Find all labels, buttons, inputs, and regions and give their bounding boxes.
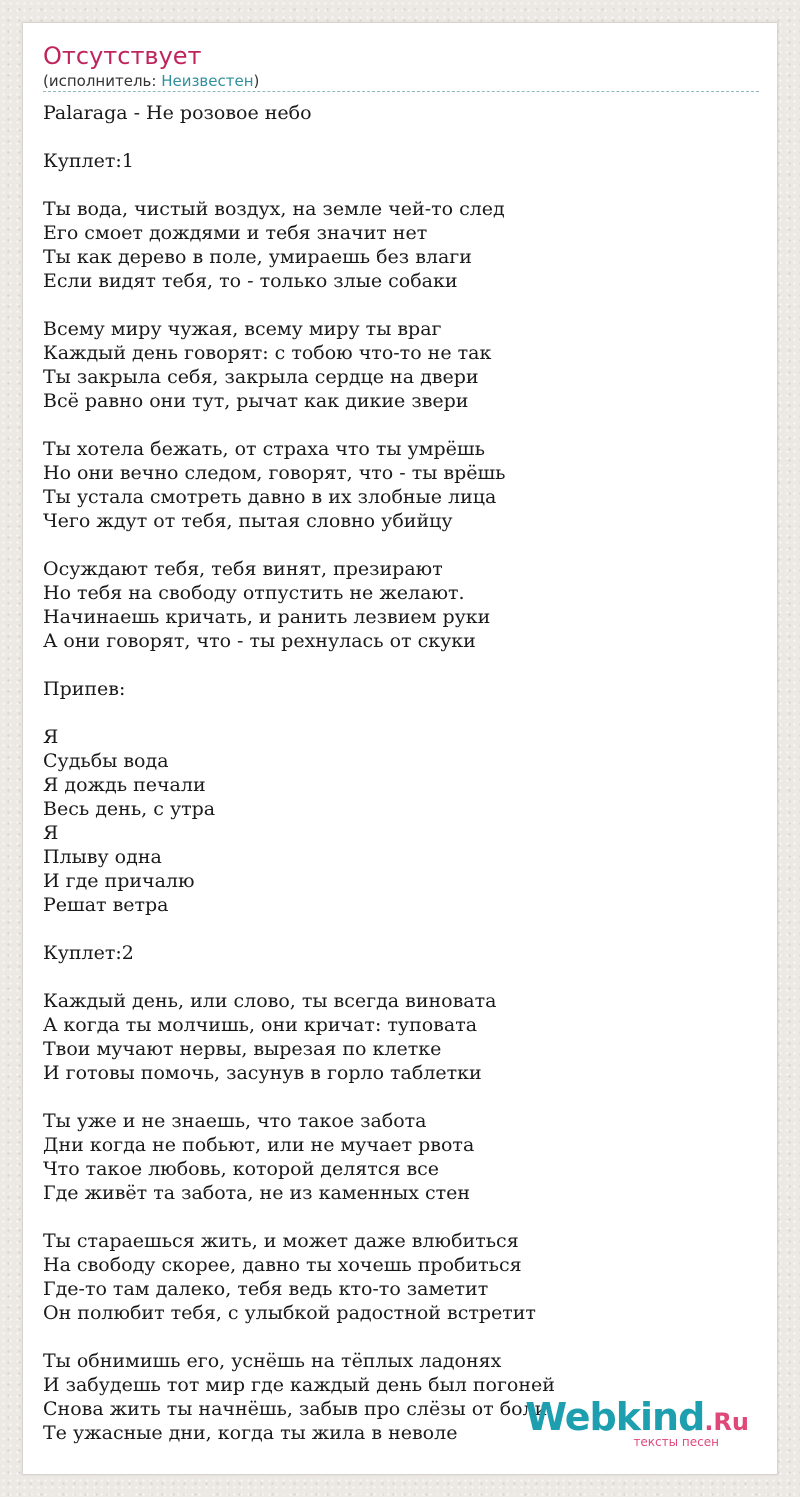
lyrics-blank-line [43, 965, 759, 989]
site-logo[interactable] [525, 1395, 749, 1449]
lyrics-line: Плыву одна [43, 846, 162, 868]
lyrics-line: Куплет:2 [43, 942, 134, 964]
lyrics-blank-line [43, 917, 759, 941]
lyrics-line: Весь день, с утра [43, 798, 216, 820]
divider [43, 91, 759, 92]
artist-link[interactable]: Неизвестен [161, 72, 254, 90]
lyrics-blank-line [43, 413, 759, 437]
logo-main-text: Webkind [525, 1395, 705, 1439]
lyrics-line: Судьбы вода [43, 750, 169, 772]
lyrics-line: Осуждают тебя, тебя винят, презирают [43, 558, 443, 580]
lyrics-line: Каждый день, или слово, ты всегда виновата [43, 990, 497, 1012]
lyrics-line: Я [43, 726, 59, 748]
lyrics-line: Каждый день говорят: с тобою что-то не так [43, 342, 492, 364]
lyrics-blank-line [43, 1085, 759, 1109]
lyrics-line: Где живёт та забота, не из каменных стен [43, 1182, 471, 1204]
lyrics-line: Ты уже и не знаешь, что такое забота [43, 1110, 427, 1132]
logo-tld: .Ru [704, 1408, 749, 1436]
lyrics-line: Ты вода, чистый воздух, на земле чей-то след [43, 198, 505, 220]
lyrics-line: Те ужасные дни, когда ты жила в неволе [43, 1422, 458, 1444]
lyrics-line: На свободу скорее, давно ты хочешь пробиться [43, 1254, 522, 1276]
lyrics-blank-line [43, 173, 759, 197]
lyrics-line: Дни когда не побьют, или не мучает рвота [43, 1134, 475, 1156]
lyrics-line: Но они вечно следом, говорят, что - ты врёшь [43, 462, 506, 484]
artist-prefix: (исполнитель: [43, 72, 162, 90]
artist-line [43, 71, 259, 91]
lyrics-line: Ты обнимишь его, уснёшь на тёплых ладонях [43, 1350, 502, 1372]
logo-wordmark [525, 1395, 749, 1440]
lyrics-line: Я [43, 822, 59, 844]
lyrics-line: И готовы помочь, засунув в горло таблетки [43, 1062, 482, 1084]
lyrics-line: Ты закрыла себя, закрыла сердце на двери [43, 366, 479, 388]
lyrics-blank-line [43, 653, 759, 677]
lyrics-line: Ты как дерево в поле, умираешь без влаги [43, 246, 472, 268]
lyrics-line: Если видят тебя, то - только злые собаки [43, 270, 458, 292]
lyrics-line: Что такое любовь, которой делятся все [43, 1158, 440, 1180]
lyrics-line: Его смоет дождями и тебя значит нет [43, 222, 428, 244]
lyrics-line: Припев: [43, 678, 126, 700]
lyrics-line: Решат ветра [43, 894, 169, 916]
lyrics-line: Всему миру чужая, всему миру ты враг [43, 318, 442, 340]
lyrics-line: Твои мучают нервы, вырезая по клетке [43, 1038, 442, 1060]
lyrics-line: Ты стараешься жить, и может даже влюбиться [43, 1230, 519, 1252]
lyrics-line: И забудешь тот мир где каждый день был погоней [43, 1374, 555, 1396]
lyrics-line: Он полюбит тебя, с улыбкой радостной встретит [43, 1302, 536, 1324]
lyrics-line: И где причалю [43, 870, 195, 892]
lyrics-line: А они говорят, что - ты рехнулась от скуки [43, 630, 476, 652]
lyrics-text [43, 101, 759, 1445]
lyrics-line: Начинаешь кричать, и ранить лезвием руки [43, 606, 491, 628]
lyrics-line: Где-то там далеко, тебя ведь кто-то заметит [43, 1278, 489, 1300]
lyrics-line: Чего ждут от тебя, пытая словно убийцу [43, 510, 453, 532]
lyrics-blank-line [43, 293, 759, 317]
artist-suffix: ) [253, 72, 260, 90]
lyrics-blank-line [43, 533, 759, 557]
lyrics-line: Palaraga - Не розовое небо [43, 102, 312, 124]
song-title: Отсутствует [43, 42, 202, 70]
lyrics-line: Но тебя на свободу отпустить не желают. [43, 582, 465, 604]
lyrics-line: Ты хотела бежать, от страха что ты умрёшь [43, 438, 485, 460]
lyrics-line: Я дождь печали [43, 774, 206, 796]
lyrics-line: Куплет:1 [43, 150, 134, 172]
lyrics-line: А когда ты молчишь, они кричат: туповата [43, 1014, 478, 1036]
lyrics-blank-line [43, 1205, 759, 1229]
lyrics-blank-line [43, 125, 759, 149]
lyrics-line: Снова жить ты начнёшь, забыв про слёзы от боли, [43, 1398, 554, 1420]
lyrics-line: Ты устала смотреть давно в их злобные лица [43, 486, 497, 508]
lyrics-line: Всё равно они тут, рычат как дикие звери [43, 390, 469, 412]
lyrics-blank-line [43, 1325, 759, 1349]
logo-tagline: тексты песен [633, 1435, 719, 1449]
lyrics-card [22, 22, 778, 1475]
lyrics-blank-line [43, 701, 759, 725]
